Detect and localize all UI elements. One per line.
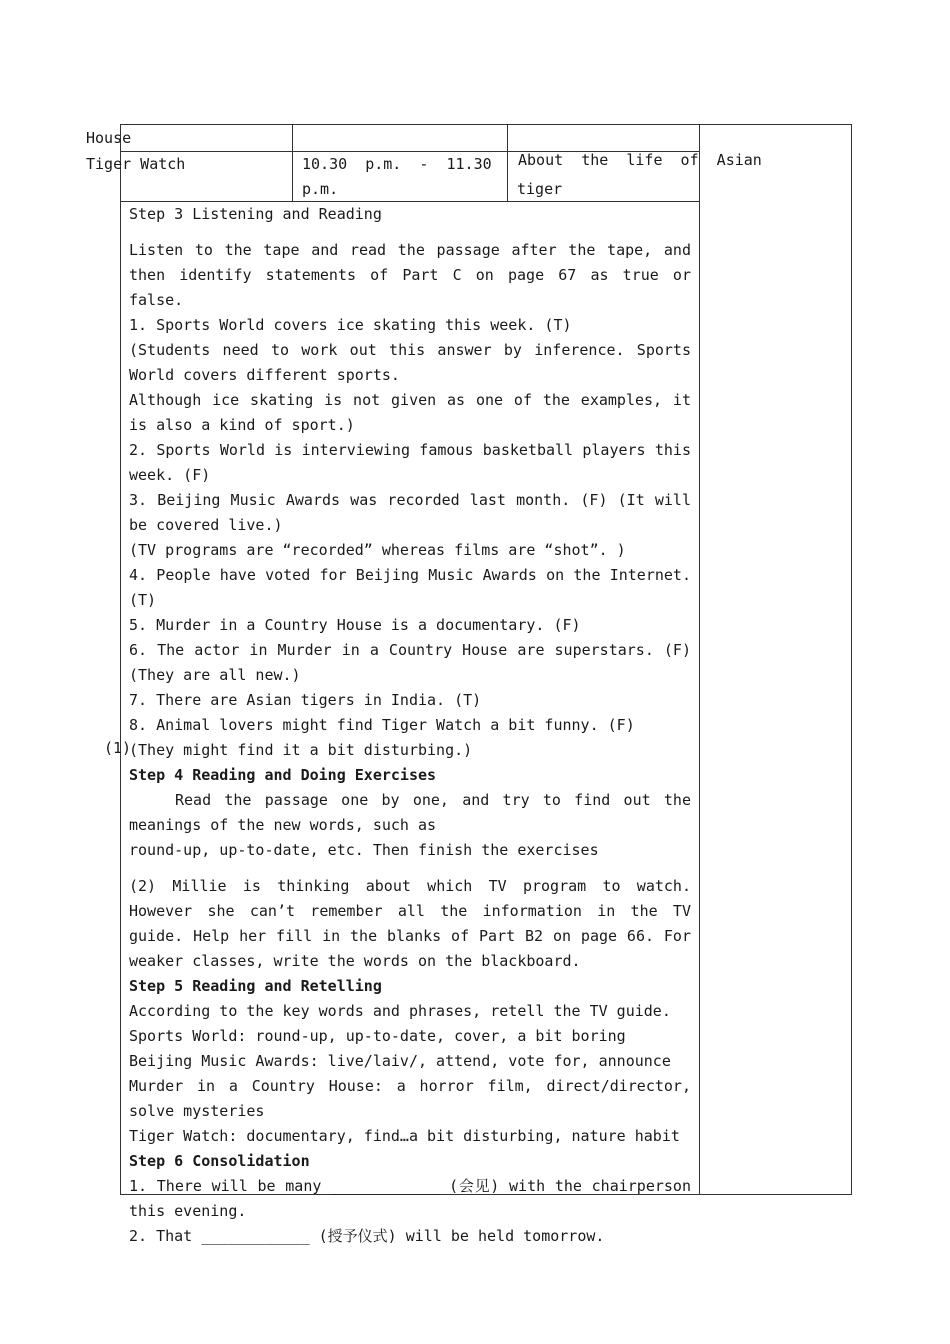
table-left-border xyxy=(120,124,121,1195)
step3-item: 6. The actor in Murder in a Country House are superstars. (F) (They are all new.) xyxy=(129,641,691,684)
step5-line: According to the key words and phrases, retell the TV guide. xyxy=(129,1002,671,1020)
step4-heading: Step 4 Reading and Doing Exercises xyxy=(129,766,437,784)
step3-item: 1. Sports World covers ice skating this week. (T) xyxy=(129,316,572,334)
step3-item: 5. Murder in a Country House is a documentary. (F) xyxy=(129,616,581,634)
step3-heading: Step 3 Listening and Reading xyxy=(129,205,382,223)
step4-item1-cont: round-up, up-to-date, etc. Then finish the exercises xyxy=(129,841,599,859)
program-time-cont: p.m. xyxy=(302,180,339,198)
step5-line: Beijing Music Awards: live/laiv/, attend, vote for, announce xyxy=(129,1052,671,1070)
program-name-tiger-watch: Tiger Watch xyxy=(86,155,186,173)
step6-exercise: 1. There will be many ____________ (会见) with the chairperson this evening. xyxy=(129,1177,691,1220)
step3-item: (TV programs are “recorded” whereas films are “shot”. ) xyxy=(129,541,626,559)
table-top-border xyxy=(120,124,852,125)
program-description-cont: tiger xyxy=(517,180,563,198)
column-divider-1 xyxy=(292,124,293,202)
program-name-house: House xyxy=(86,129,132,147)
table-right-border xyxy=(851,124,852,1195)
step3-item: (Students need to work out this answer by inference. Sports World covers different sports. xyxy=(129,341,691,384)
step3-item: 7. There are Asian tigers in India. (T) xyxy=(129,691,482,709)
step6-exercise: 2. That ____________ (授予仪式) will be held tomorrow. xyxy=(129,1227,605,1245)
program-description: About the life of Asian xyxy=(518,151,762,169)
lesson-content xyxy=(129,202,691,1249)
step5-line: Tiger Watch: documentary, find…a bit disturbing, nature habit xyxy=(129,1127,680,1145)
step5-line: Sports World: round-up, up-to-date, cover, a bit boring xyxy=(129,1027,626,1045)
program-time: 10.30 p.m. - 11.30 xyxy=(302,155,492,173)
step3-item: Although ice skating is not given as one of the examples, it is also a kind of sport.) xyxy=(129,391,691,434)
step6-heading: Step 6 Consolidation xyxy=(129,1152,310,1170)
column-divider-2 xyxy=(507,124,508,202)
step5-line: Murder in a Country House: a horror film, direct/director, solve mysteries xyxy=(129,1077,691,1120)
step4-item1: Read the passage one by one, and try to find out the meanings of the new words, such as xyxy=(129,791,691,834)
step3-intro: Listen to the tape and read the passage after the tape, and then identify statements of Part C on page 67 as true or false. xyxy=(129,241,691,309)
step4-item2: (2) Millie is thinking about which TV program to watch. However she can’t remember all the information in the TV guide. Help her fill in the blanks of Part B2 on page 66. For weaker classes, write the words on the blackboard. xyxy=(129,877,691,970)
step3-item: 8. Animal lovers might find Tiger Watch a bit funny. (F) xyxy=(129,716,635,734)
step3-item: 3. Beijing Music Awards was recorded last month. (F) (It will be covered live.) xyxy=(129,491,691,534)
step3-item: 4. People have voted for Beijing Music Awards on the Internet. (T) xyxy=(129,566,691,609)
step3-item: 2. Sports World is interviewing famous basketball players this week. (F) xyxy=(129,441,691,484)
step3-item: (They might find it a bit disturbing.) xyxy=(129,741,473,759)
step5-heading: Step 5 Reading and Retelling xyxy=(129,977,382,995)
step4-item1-number: (1) xyxy=(104,739,132,757)
column-divider-3 xyxy=(699,124,700,1195)
